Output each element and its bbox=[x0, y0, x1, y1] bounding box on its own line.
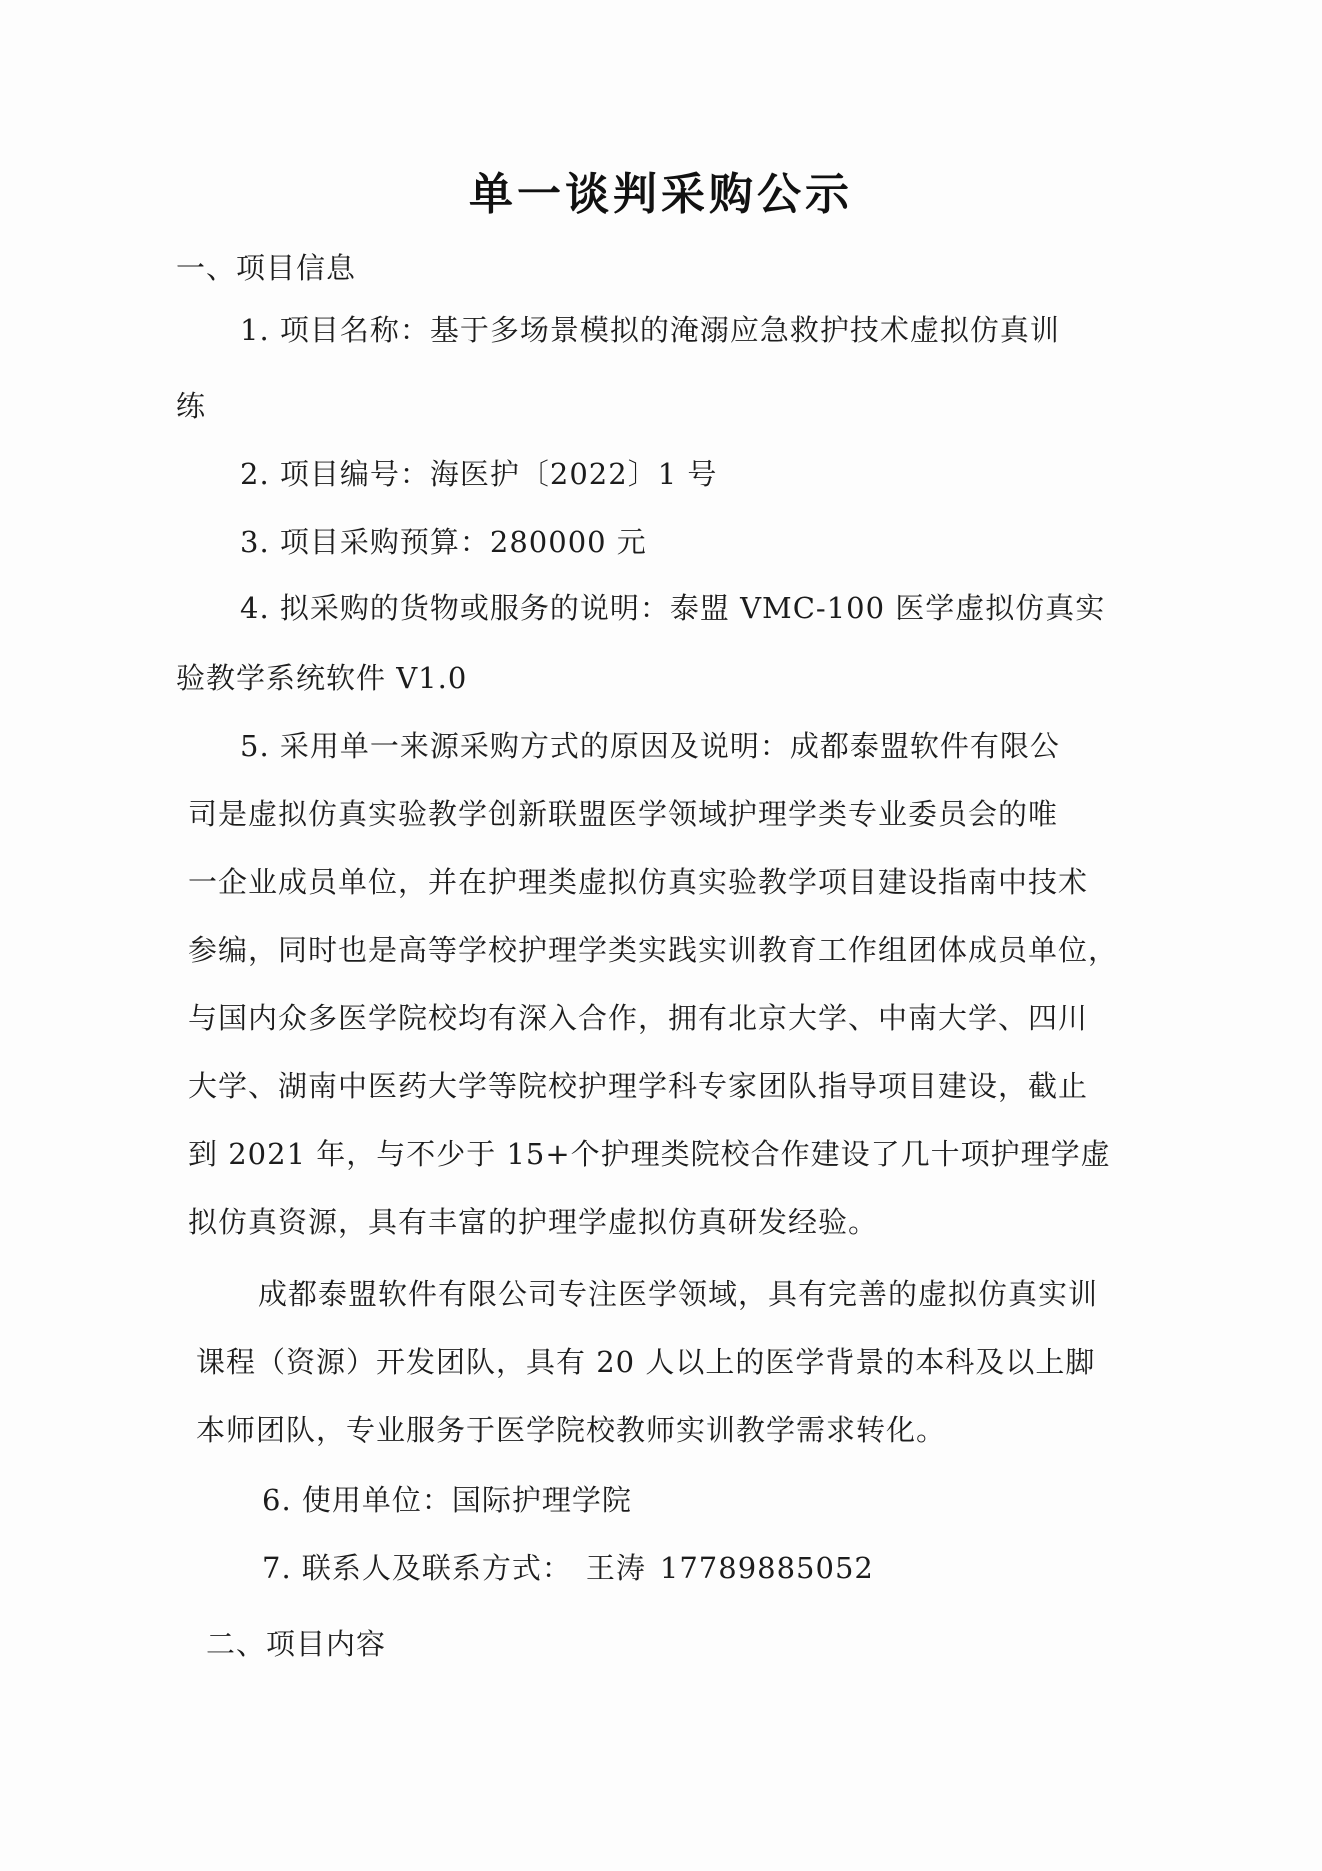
contact-label: 7. 联系人及联系方式： bbox=[262, 1551, 572, 1585]
item-project-budget: 3. 项目采购预算：280000 元 bbox=[240, 525, 647, 559]
item-single-source-reason-line: 参编，同时也是高等学校护理学类实践实训教育工作组团体成员单位， bbox=[188, 933, 1119, 967]
document-title: 单一谈判采购公示 bbox=[469, 169, 853, 220]
item-single-source-reason-line: 大学、湖南中医药大学等院校护理学科专家团队指导项目建设，截止 bbox=[188, 1069, 1089, 1103]
company-description-line: 本师团队，专业服务于医学院校教师实训教学需求转化。 bbox=[196, 1413, 947, 1447]
item-using-unit: 6. 使用单位：国际护理学院 bbox=[262, 1483, 632, 1517]
company-description-line: 成都泰盟软件有限公司专注医学领域，具有完善的虚拟仿真实训 bbox=[258, 1277, 1099, 1311]
contact-name: 王涛 bbox=[585, 1551, 646, 1585]
item-single-source-reason-line: 拟仿真资源，具有丰富的护理学虚拟仿真研发经验。 bbox=[188, 1205, 879, 1239]
item-project-number: 2. 项目编号：海医护〔2022〕1 号 bbox=[240, 457, 718, 491]
company-description-line: 课程（资源）开发团队，具有 20 人以上的医学背景的本科及以上脚 bbox=[196, 1345, 1096, 1379]
section-heading-project-info: 一、项目信息 bbox=[176, 251, 357, 285]
item-single-source-reason-line: 司是虚拟仿真实验教学创新联盟医学领域护理学类专业委员会的唯 bbox=[188, 797, 1059, 831]
item-single-source-reason-line: 与国内众多医学院校均有深入合作，拥有北京大学、中南大学、四川 bbox=[188, 1001, 1089, 1035]
item-project-name-line2: 练 bbox=[176, 389, 207, 423]
item-single-source-reason-line: 到 2021 年，与不少于 15+个护理类院校合作建设了几十项护理学虚 bbox=[188, 1137, 1111, 1171]
item-goods-description-line2: 验教学系统软件 V1.0 bbox=[176, 661, 468, 695]
item-single-source-reason-line: 一企业成员单位，并在护理类虚拟仿真实验教学项目建设指南中技术 bbox=[188, 865, 1089, 899]
item-single-source-reason-line: 5. 采用单一来源采购方式的原因及说明：成都泰盟软件有限公 bbox=[240, 729, 1060, 763]
item-project-name-line1: 1. 项目名称：基于多场景模拟的淹溺应急救护技术虚拟仿真训 bbox=[240, 313, 1060, 347]
contact-phone: 17789885052 bbox=[659, 1551, 874, 1585]
item-contact bbox=[262, 1546, 874, 1587]
item-goods-description-line1: 4. 拟采购的货物或服务的说明：泰盟 VMC-100 医学虚拟仿真实 bbox=[240, 591, 1106, 625]
section-heading-project-content: 二、项目内容 bbox=[206, 1627, 387, 1661]
